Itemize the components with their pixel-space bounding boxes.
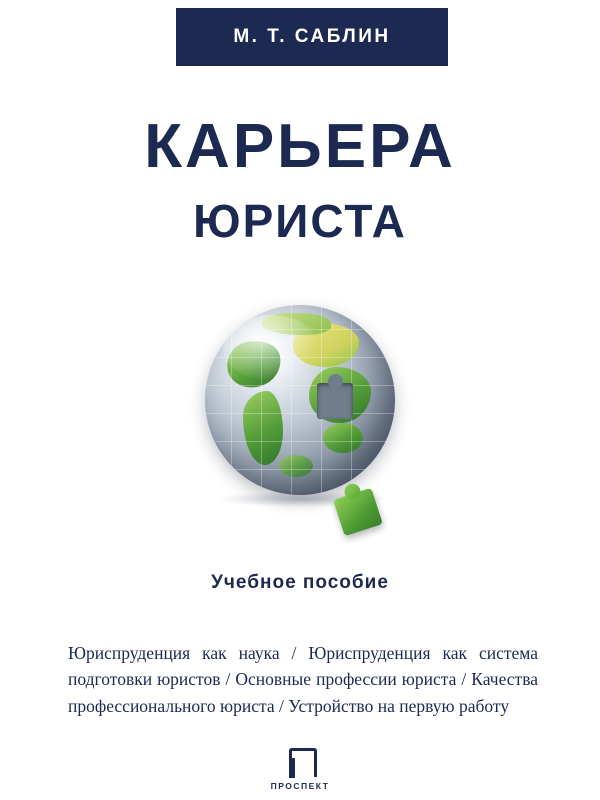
edition-type: Учебное пособие xyxy=(211,572,389,593)
author-band xyxy=(176,8,448,66)
globe-icon xyxy=(205,305,395,495)
publisher-mark-icon xyxy=(285,748,315,778)
globe-puzzle-illustration xyxy=(190,295,420,545)
book-title-sub: ЮРИСТА xyxy=(193,195,407,247)
book-title-main: КАРЬЕРА xyxy=(144,112,456,181)
globe-highlight xyxy=(223,315,319,381)
publisher-logo xyxy=(0,748,600,791)
puzzle-hole xyxy=(317,383,353,419)
cover-description: Юриспруденция как наука / Юриспруденция как система подготовки юристов / Основные профессии юриста / Качества профессионального юриста / Устройство на первую работу xyxy=(68,643,538,716)
author-name: М. Т. САБЛИН xyxy=(233,26,391,47)
publisher-name: ПРОСПЕКТ xyxy=(270,781,330,791)
